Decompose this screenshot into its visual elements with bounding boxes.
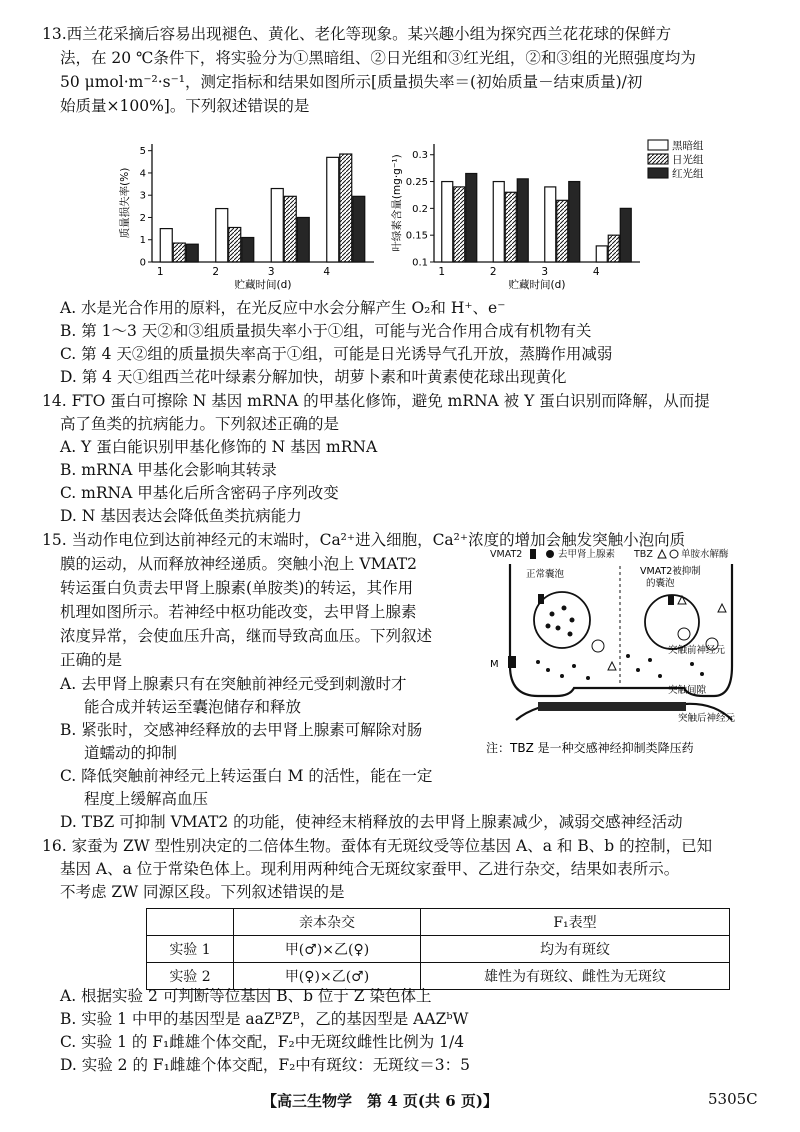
legend-swatch [648,140,668,150]
q14-option-c: C. mRNA 甲基化后所含密码子序列改变 [60,484,339,502]
q15-option-c-cont: 程度上缓解高血压 [84,790,209,808]
bar-2 [608,235,619,262]
bar-2 [229,227,241,262]
ne-legend-icon [546,550,554,558]
m-label: M [490,659,499,670]
bar-3 [186,244,198,262]
y-tick-label: 3 [139,190,146,202]
q16-option-d: D. 实验 2 的 F₁雌雄个体交配，F₂中有斑纹：无斑纹＝3：5 [60,1056,471,1074]
enzyme-3 [592,640,604,652]
vmat2-legend-icon [530,549,536,559]
chlorophyll-chart [388,136,718,296]
tbz-note: 注：TBZ 是一种交感神经抑制类降压药 [486,741,694,755]
bar-2 [340,154,352,262]
x-axis-label: 贮藏时间(d) [234,279,292,291]
page-footer: 【高三生物学 第 4 页(共 6 页)】 [262,1092,498,1110]
legend-tbz-label: TBZ [634,549,653,560]
bar-1 [493,182,504,262]
normal-vesicle-label: 正常囊泡 [526,569,565,580]
tbz-legend-icon [658,550,666,558]
q14-option-d: D. N 基因表达会降低鱼类抗病能力 [60,507,302,525]
bar-2 [454,187,465,262]
q13-line-2: 法，在 20 ℃条件下，将实验分为①黑暗组、②日光组和③红光组，②和③组的光照强度均为 [60,49,696,67]
y-tick-label: 0.15 [405,230,428,242]
bar-3 [466,174,477,263]
x-tick-label: 1 [438,266,446,278]
table-cell: 雄性为有斑纹、雌性为无斑纹 [421,963,730,990]
bar-3 [569,182,580,262]
y-tick-label: 0.3 [412,150,428,162]
bar-3 [242,238,254,262]
legend-enzyme-label: 单胺水解酶 [681,549,729,560]
table-header-row [147,909,730,936]
y-tick-label: 5 [139,146,146,158]
post-neuron-label: 突触后神经元 [678,713,736,724]
y-tick-label: 0.1 [412,257,428,269]
table-row [147,936,730,963]
y-axis-label: 质量损失率(%) [119,167,131,239]
bar-3 [353,196,365,262]
y-tick-label: 4 [139,168,146,180]
x-axis-label: 贮藏时间(d) [508,279,566,291]
inhibited-vesicle-label-2: 的囊泡 [646,578,675,589]
table-cell: 甲(♀)×乙(♂) [234,963,421,990]
q15-option-b-cont: 道蠕动的抑制 [84,744,178,762]
q16-option-c: C. 实验 1 的 F₁雌雄个体交配，F₂中无斑纹雌性比例为 1/4 [60,1033,465,1051]
bar-3 [620,208,631,262]
q16-line-1: 16. 家蚕为 ZW 型性别决定的二倍体生物。蚕体有无斑纹受等位基因 A、a 和 B、b 的控制，已知 [42,837,713,855]
x-tick-label: 2 [489,266,497,278]
x-tick-label: 3 [267,266,275,278]
cleft-label: 突触间隙 [668,685,707,696]
table-cell: 实验 2 [147,963,234,990]
y-tick-label: 0.25 [405,177,428,189]
bar-1 [216,209,228,262]
enzyme-legend-icon [670,550,678,558]
tbz-molecule-2 [608,662,616,670]
bar-1 [596,246,607,262]
q14-line-1: 14. FTO 蛋白可擦除 N 基因 mRNA 的甲基化修饰，避免 mRNA 被 Y 蛋白识别而降解，从而提 [42,392,710,410]
q14-option-a: A. Y 蛋白能识别甲基化修饰的 N 基因 mRNA [60,438,378,456]
y-tick-label: 2 [139,212,146,224]
legend-label: 日光组 [672,154,704,166]
table-header-cell [147,909,234,936]
y-tick-label: 0.2 [412,203,428,215]
y-tick-label: 1 [139,235,146,247]
table-cell: 实验 1 [147,936,234,963]
y-axis-label: 叶绿素含量(mg·g⁻¹) [391,154,403,252]
q13-option-b: B. 第 1～3 天②和③组质量损失率小于①组，可能与光合作用合成有机物有关 [60,322,592,340]
q15-line-6: 正确的是 [60,651,123,669]
q15-option-a: A. 去甲肾上腺素只有在突触前神经元受到刺激时才 [60,675,407,693]
x-tick-label: 4 [592,266,600,278]
pre-neuron-label: 突触前神经元 [668,645,726,656]
x-tick-label: 3 [541,266,549,278]
legend-swatch [648,168,668,178]
cross-table [146,908,730,990]
bar-3 [517,179,528,262]
q13-line-3: 50 μmol·m⁻²·s⁻¹，测定指标和结果如图所示[质量损失率＝(初始质量－结束质量)/初 [60,73,643,91]
q15-option-b: B. 紧张时，交感神经释放的去甲肾上腺素可解除对肠 [60,721,423,739]
table-header-cell: F₁表型 [421,909,730,936]
legend-label: 红光组 [672,168,704,180]
bar-3 [297,217,309,262]
q15-option-a-cont: 能合成并转运至囊泡储存和释放 [84,698,302,716]
q13-option-c: C. 第 4 天②组的质量损失率高于①组，可能是日光诱导气孔开放，蒸腾作用减弱 [60,345,613,363]
inhibited-vesicle-label-1: VMAT2被抑制 [640,566,701,577]
table-cell: 均为有斑纹 [421,936,730,963]
q16-option-a: A. 根据实验 2 可判断等位基因 B、b 位于 Z 染色体上 [60,987,432,1005]
q15-line-3: 转运蛋白负责去甲肾上腺素(单胺类)的转运，其作用 [60,579,414,597]
bar-2 [557,200,568,262]
vmat2-protein [538,594,544,604]
receptor-band [538,702,686,711]
table-header-cell: 亲本杂交 [234,909,421,936]
q13-line-4: 始质量×100%]。下列叙述错误的是 [60,97,310,115]
q14-line-2: 高了鱼类的抗病能力。下列叙述正确的是 [60,415,340,433]
q16-option-b: B. 实验 1 中甲的基因型是 aaZᴮZᴮ，乙的基因型是 AAZᵇW [60,1010,469,1028]
q13-option-d: D. 第 4 天①组西兰花叶绿素分解加快，胡萝卜素和叶黄素使花球出现黄化 [60,368,567,386]
q15-option-c: C. 降低突触前神经元上转运蛋白 M 的活性，能在一定 [60,767,433,785]
bar-1 [545,187,556,262]
bar-1 [327,157,339,262]
y-tick-label: 0 [139,257,146,269]
vmat2-protein-inhibited [668,595,674,605]
bar-1 [160,229,172,262]
q15-line-4: 机理如图所示。若神经中枢功能改变，去甲肾上腺素 [60,603,417,621]
legend-swatch [648,154,668,164]
q15-line-2: 膜的运动，从而释放神经递质。突触小泡上 VMAT2 [60,555,418,573]
q13-option-a: A. 水是光合作用的原料，在光反应中水会分解产生 O₂和 H⁺、e⁻ [60,299,506,317]
enzyme-1 [678,628,690,640]
q15-line-5: 浓度异常，会使血压升高，继而导致高血压。下列叙述 [60,627,433,645]
synapse-diagram [478,546,760,776]
q15-line-1: 15. 当动作电位到达前神经元的末端时，Ca²⁺进入细胞，Ca²⁺浓度的增加会触发突触小泡向质 [42,531,686,549]
bar-1 [271,189,283,262]
m-transporter [508,656,516,668]
q14-option-b: B. mRNA 甲基化会影响其转录 [60,461,277,479]
legend-vmat2-label: VMAT2 [490,549,523,560]
q13-line-1: 13.西兰花采摘后容易出现褪色、黄化、老化等现象。某兴趣小组为探究西兰花花球的保鲜方 [42,25,672,43]
x-tick-label: 4 [323,266,331,278]
legend-ne-label: 去甲肾上腺素 [558,549,616,560]
table-cell: 甲(♂)×乙(♀) [234,936,421,963]
tbz-molecule-3 [718,604,726,612]
x-tick-label: 2 [212,266,220,278]
q16-line-3: 不考虑 ZW 同源区段。下列叙述错误的是 [60,883,345,901]
legend-label: 黑暗组 [672,140,704,152]
bar-2 [173,243,185,262]
q16-line-2: 基因 A、a 位于常染色体上。现利用两种纯合无斑纹家蚕甲、乙进行杂交，结果如表所示。 [60,860,680,878]
bar-1 [442,182,453,262]
bar-2 [284,196,296,262]
x-tick-label: 1 [156,266,164,278]
q15-option-d: D. TBZ 可抑制 VMAT2 的功能，使神经末梢释放的去甲肾上腺素减少，减弱交感神经活动 [60,813,683,831]
exam-code: 5305C [708,1090,758,1108]
bar-2 [505,192,516,262]
mass-loss-chart [118,136,380,296]
